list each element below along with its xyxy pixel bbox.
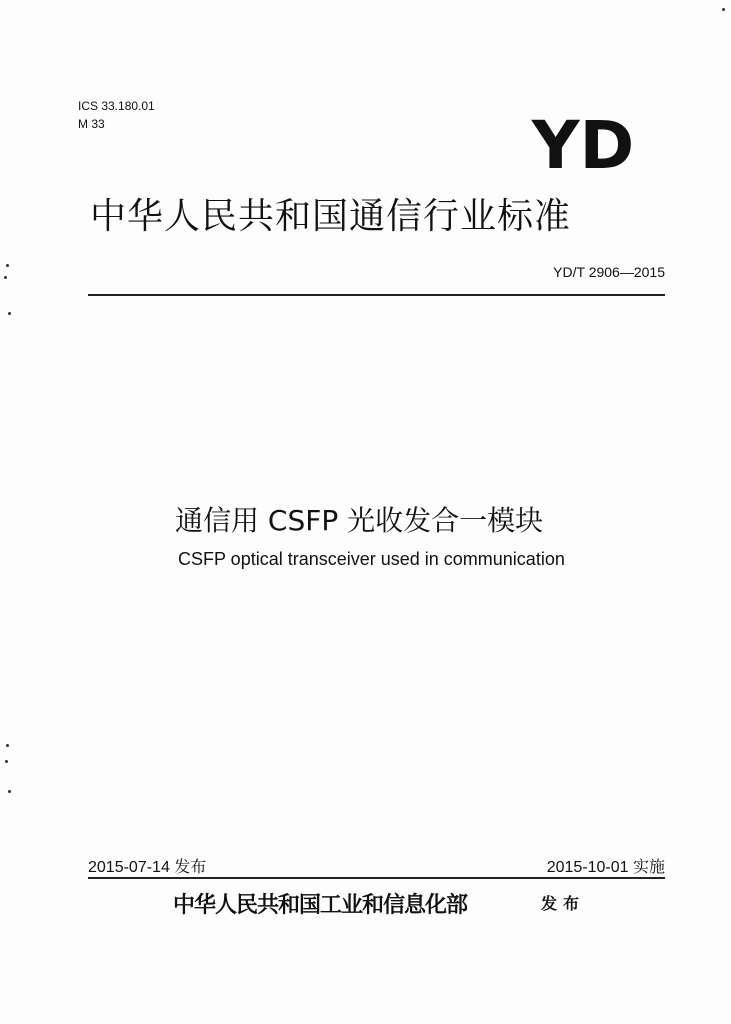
- scan-speck: [6, 264, 9, 267]
- scan-speck: [5, 760, 8, 763]
- header-divider: [88, 294, 665, 296]
- scan-speck: [722, 8, 725, 11]
- scan-speck: [4, 276, 7, 279]
- footer-divider: [88, 877, 665, 879]
- yd-logo-text: YD: [531, 107, 635, 184]
- standard-title: 中华人民共和国通信行业标准: [90, 196, 572, 237]
- scan-speck: [6, 744, 9, 747]
- issue-date: 2015-07-14 发布: [88, 859, 207, 876]
- yd-logo: [531, 107, 635, 184]
- classification-code: M 33: [78, 117, 105, 131]
- scan-speck: [8, 790, 11, 793]
- publish-label: 发布: [541, 894, 586, 913]
- ics-code: ICS 33.180.01: [78, 99, 155, 113]
- issuing-ministry: 中华人民共和国工业和信息化部: [173, 893, 468, 918]
- implementation-date: 2015-10-01 实施: [546, 859, 665, 876]
- standard-number: YD/T 2906—2015: [553, 264, 665, 280]
- document-title-chinese: 通信用 CSFP 光收发合一模块: [175, 504, 544, 537]
- document-title-english: CSFP optical transceiver used in communication: [178, 549, 565, 569]
- scan-speck: [8, 312, 11, 315]
